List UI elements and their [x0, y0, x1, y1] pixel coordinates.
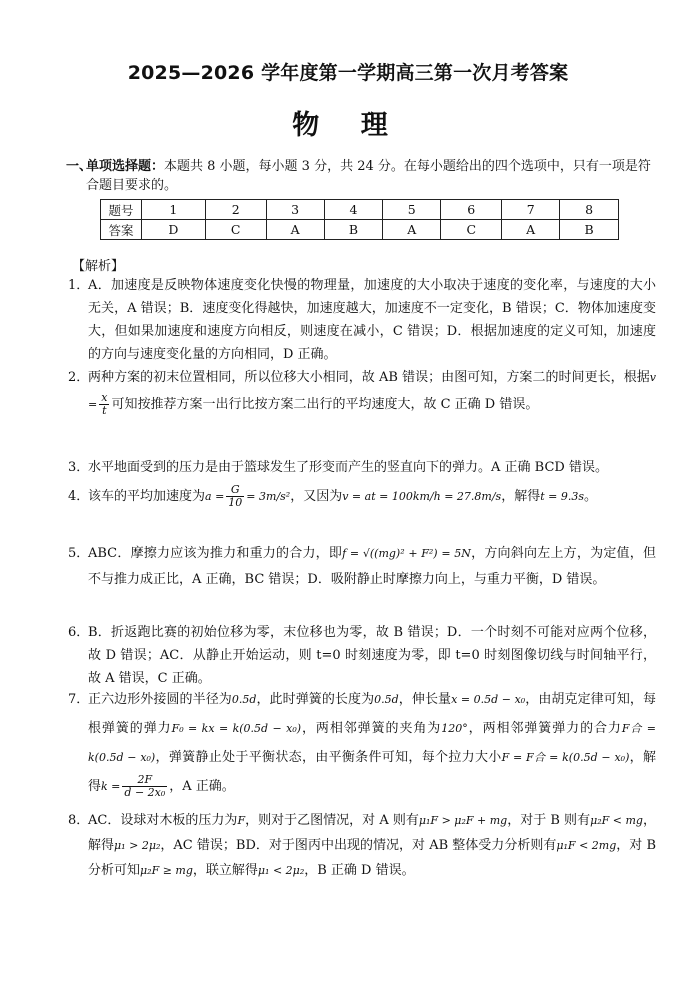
table-cell: 8 [560, 200, 619, 220]
item-number: 6． [68, 625, 90, 640]
formula: F₀ = kx = k(0.5d − x₀) [171, 722, 302, 735]
explanation-item-2 [68, 364, 656, 418]
item-text: ，B 正确 D 错误。 [304, 863, 415, 878]
section-instructions: 本题共 8 小题，每小题 3 分，共 24 分。在每小题给出的四个选项中，只有一项是符合题目要求的。 [86, 159, 651, 193]
fraction [226, 484, 244, 509]
item-text: ，此时弹簧的长度为 [256, 692, 375, 707]
item-text: ，两相邻弹簧的夹角为 [301, 721, 442, 736]
explanation-item-8 [68, 808, 656, 883]
row-label-question: 题号 [101, 200, 142, 220]
item-text: ，弹簧静止处于平衡状态，由平衡条件可知，每个拉力大小 [155, 750, 502, 765]
formula: v = [88, 371, 656, 411]
formula: v = at = 100km/h = 27.8m/s [342, 490, 502, 503]
table-row [101, 220, 619, 240]
item-text: ，又因为 [290, 489, 343, 504]
table-cell: 6 [441, 200, 502, 220]
table-cell: 2 [205, 200, 266, 220]
item-text: ，对于 B 则有 [507, 813, 591, 828]
item-text: ，解得 [88, 813, 656, 853]
fraction-denominator: 10 [228, 496, 243, 509]
analysis-label: 【解析】 [72, 259, 125, 274]
formula: μ₁ > 2μ₂ [114, 839, 161, 852]
item-text: 。 [584, 489, 598, 504]
table-cell: B [560, 220, 619, 240]
table-cell: A [383, 220, 441, 240]
fraction-numerator: x [101, 391, 108, 404]
section-number: 一、 [66, 159, 93, 174]
table-row [101, 200, 619, 220]
item-text: ，联立解得 [192, 863, 258, 878]
explanation-item-6 [68, 621, 656, 690]
formula: 120° [441, 722, 468, 735]
explanation-item-3 [68, 456, 656, 479]
formula: t = 9.3s [540, 490, 584, 503]
item-text: ，两相邻弹簧弹力的合力 [467, 721, 622, 736]
item-number: 5． [68, 546, 90, 561]
table-cell: A [502, 220, 560, 240]
item-number: 2． [68, 370, 90, 385]
item-text: 水平地面受到的压力是由于篮球发生了形变而产生的竖直向下的弹力。A 正确 BCD 错误。 [88, 460, 608, 475]
fraction [99, 392, 109, 417]
fraction [122, 774, 167, 799]
formula: = 3m/s² [246, 490, 291, 503]
formula: μ₁F < 2mg [556, 839, 617, 852]
table-cell: A [266, 220, 324, 240]
explanation-item-1 [68, 274, 656, 366]
item-text: AC．设球对木板的压力为 [88, 813, 238, 828]
formula: k = [101, 780, 121, 793]
item-text: ABC．摩擦力应该为推力和重力的合力，即 [88, 546, 343, 561]
item-text: 两种方案的初末位置相同，所以位移大小相同，故 AB 错误；由图可知，方案二的时间更长，根据 [88, 370, 650, 385]
item-text: 该车的平均加速度为 [88, 489, 206, 504]
formula: μ₂F ≥ mg [140, 864, 193, 877]
table-cell: 7 [502, 200, 560, 220]
fraction-numerator: 2F [122, 774, 167, 787]
item-text: ，伸长量 [398, 692, 452, 707]
item-number: 8． [68, 813, 90, 828]
table-cell: 1 [142, 200, 206, 220]
item-number: 7． [68, 692, 90, 707]
fraction-numerator: G [226, 484, 244, 497]
item-text: 可知按推荐方案一出行比按方案二出行的平均速度大，故 C 正确 D 错误。 [111, 397, 539, 412]
item-number: 4． [68, 489, 90, 504]
item-text: 正六边形外接圆的半径为 [88, 692, 232, 707]
explanation-item-4 [68, 482, 656, 511]
table-cell: D [142, 220, 206, 240]
page-title: 2025—2026 学年度第一学期高三第一次月考答案 [127, 62, 569, 84]
formula: F [237, 814, 246, 827]
formula: x = 0.5d − x₀ [451, 693, 526, 706]
item-text: ，由胡克定律可知，每根弹簧的弹力 [88, 692, 656, 736]
formula: μ₁ < 2μ₂ [257, 864, 305, 877]
explanation-item-7 [68, 685, 656, 801]
formula: μ₂F < mg [590, 814, 643, 827]
formula: f = √((mg)² + F²) = 5N [342, 547, 471, 560]
explanation-item-5 [68, 541, 656, 593]
subject-heading: 物 理 [292, 110, 404, 141]
item-text: ，解得 [501, 489, 541, 504]
table-cell: B [324, 220, 383, 240]
item-number: 3． [68, 460, 90, 475]
item-text: B．折返跑比赛的初始位移为零，末位移也为零，故 B 错误；D．一个时刻不可能对应两个位移，故 D 错误；AC．从静止开始运动，则 t=0 时刻速度为零，即 t=0 时刻图像切线与时间轴平行，故 A 错误，C 正确。 [88, 625, 656, 686]
formula: μ₁F > μ₂F + mg [418, 814, 508, 827]
answer-table [100, 199, 619, 240]
item-text: ，则对于乙图情况，对 A 则有 [245, 813, 419, 828]
section-heading: 单项选择题： [86, 159, 165, 174]
item-text: ，A 正确。 [169, 779, 235, 794]
row-label-answer: 答案 [101, 220, 142, 240]
fraction-denominator: d − 2x₀ [124, 786, 166, 799]
table-cell: 4 [324, 200, 383, 220]
table-cell: 3 [266, 200, 324, 220]
item-text: ，AC 错误；BD．对于图丙中出现的情况，对 AB 整体受力分析则有 [160, 838, 557, 853]
item-text: A．加速度是反映物体速度变化快慢的物理量，加速度的大小取决于速度的变化率，与速度的大小无关，A 错误；B．速度变化得越快，加速度越大，加速度不一定变化，B 错误；C．物体加速度变大，但如果加速度和速度方向相反，则速度在减小，C 错误；D．根据加速度的定义可知，加速度的方向与速度变化量的方向相同，D 正确。 [88, 278, 656, 362]
formula: F合 = k(0.5d − x₀) [88, 722, 656, 764]
item-text: ，解得 [88, 750, 656, 794]
item-number: 1． [68, 278, 90, 293]
formula: 0.5d [374, 693, 399, 706]
formula: 0.5d [231, 693, 257, 706]
table-cell: C [441, 220, 502, 240]
fraction-denominator: t [102, 404, 107, 417]
formula: a = [205, 490, 225, 503]
formula: F = F合 = k(0.5d − x₀) [501, 751, 630, 764]
item-text: ，方向斜向左上方，为定值，但不与推力成正比，A 正确，BC 错误；D．吸附静止时摩擦力向上，与重力平衡，D 错误。 [88, 546, 656, 587]
table-cell: C [205, 220, 266, 240]
table-cell: 5 [383, 200, 441, 220]
section-single-choice [68, 157, 658, 195]
item-text: ，对 B 分析可知 [88, 838, 657, 878]
